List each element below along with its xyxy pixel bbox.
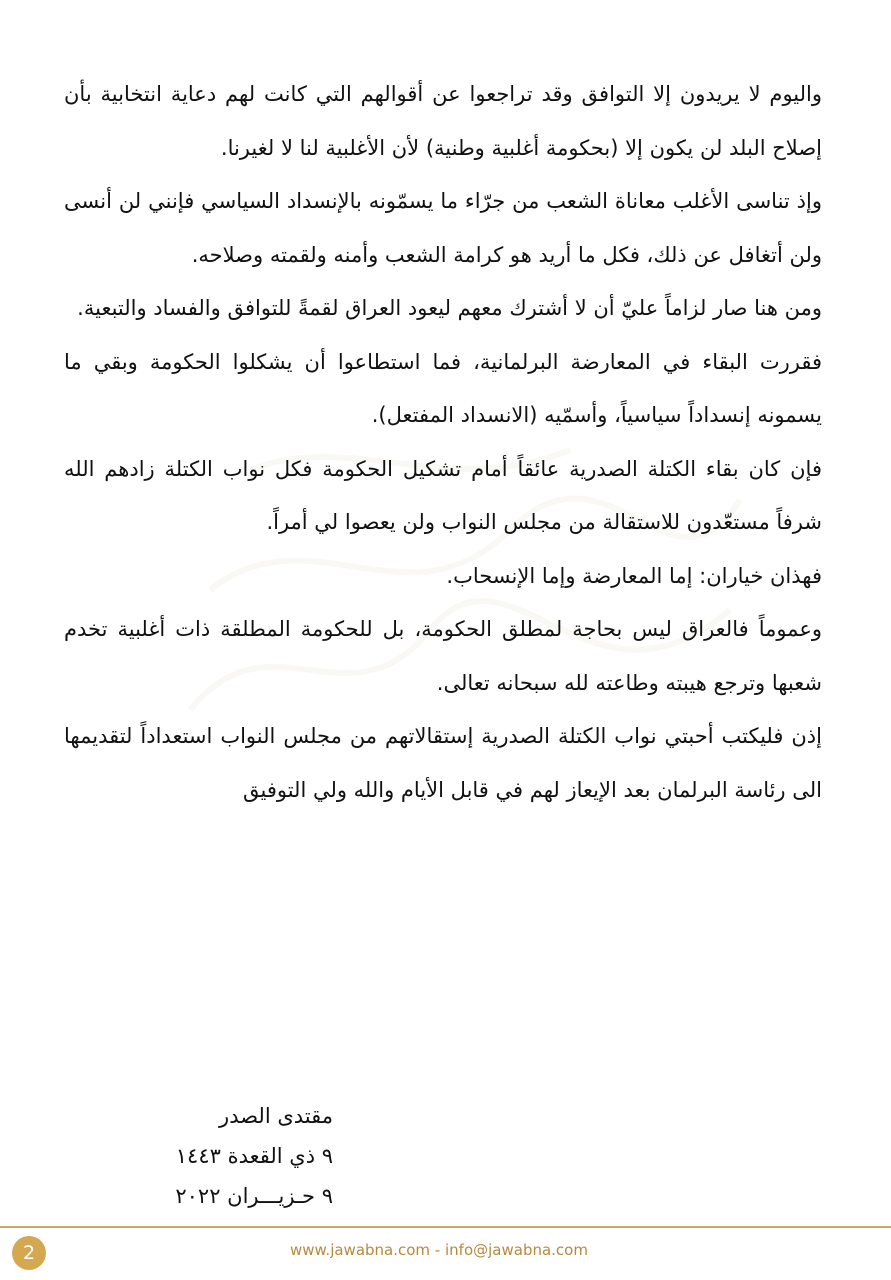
paragraph: فقررت البقاء في المعارضة البرلمانية، فما استطاعوا أن يشكلوا الحكومة وبقي ما يسمونه إنسداداً سياسياً، وأسمّيه (الانسداد المفتعل). (64, 349, 822, 427)
paragraph: فهذان خياران: إما المعارضة وإما الإنسحاب. (446, 563, 822, 588)
paragraph: ومن هنا صار لزاماً عليّ أن لا أشترك معهم ليعود العراق لقمةً للتوافق والفساد والتبعية. (77, 296, 822, 320)
footer-divider (0, 1226, 891, 1228)
paragraph: واليوم لا يريدون إلا التوافق وقد تراجعوا عن أقوالهم التي كانت لهم دعاية انتخابية بأن إصلاح البلد لن يكون إلا (بحكومة أغلبية وطنية) لأن الأغلبية لنا لا لغيرنا. (64, 82, 822, 160)
letter-body (64, 68, 822, 817)
signature-block (148, 1096, 333, 1216)
signature-hijri-date: ٩ ذي القعدة ١٤٤٣ (175, 1144, 333, 1168)
footer-links[interactable]: www.jawabna.com - info@jawabna.com (290, 1241, 588, 1259)
signature-gregorian-date: ٩ حـزيـــران ٢٠٢٢ (175, 1184, 333, 1208)
signature-name: مقتدى الصدر (219, 1104, 333, 1128)
paragraph: إذن فليكتب أحبتي نواب الكتلة الصدرية إستقالاتهم من مجلس النواب استعداداً لتقديمها الى رئاسة البرلمان بعد الإيعاز لهم في قابل الأيام والله ولي التوفيق (64, 724, 822, 802)
page-number-badge: 2 (12, 1236, 46, 1270)
paragraph: فإن كان بقاء الكتلة الصدرية عائقاً أمام تشكيل الحكومة فكل نواب الكتلة زادهم الله شرفاً مستعّدون للاستقالة من مجلس النواب ولن يعصوا لي أمراً. (64, 456, 822, 534)
paragraph: وعموماً فالعراق ليس بحاجة لمطلق الحكومة، بل للحكومة المطلقة ذات أغلبية تخدم شعبها وترجع هيبته وطاعته لله سبحانه تعالى. (64, 617, 822, 695)
paragraph: وإذ تناسى الأغلب معاناة الشعب من جرّاء ما يسمّونه بالإنسداد السياسي فإنني لن أنسى ولن أتغافل عن ذلك، فكل ما أريد هو كرامة الشعب وأمنه ولقمته وصلاحه. (64, 189, 822, 267)
